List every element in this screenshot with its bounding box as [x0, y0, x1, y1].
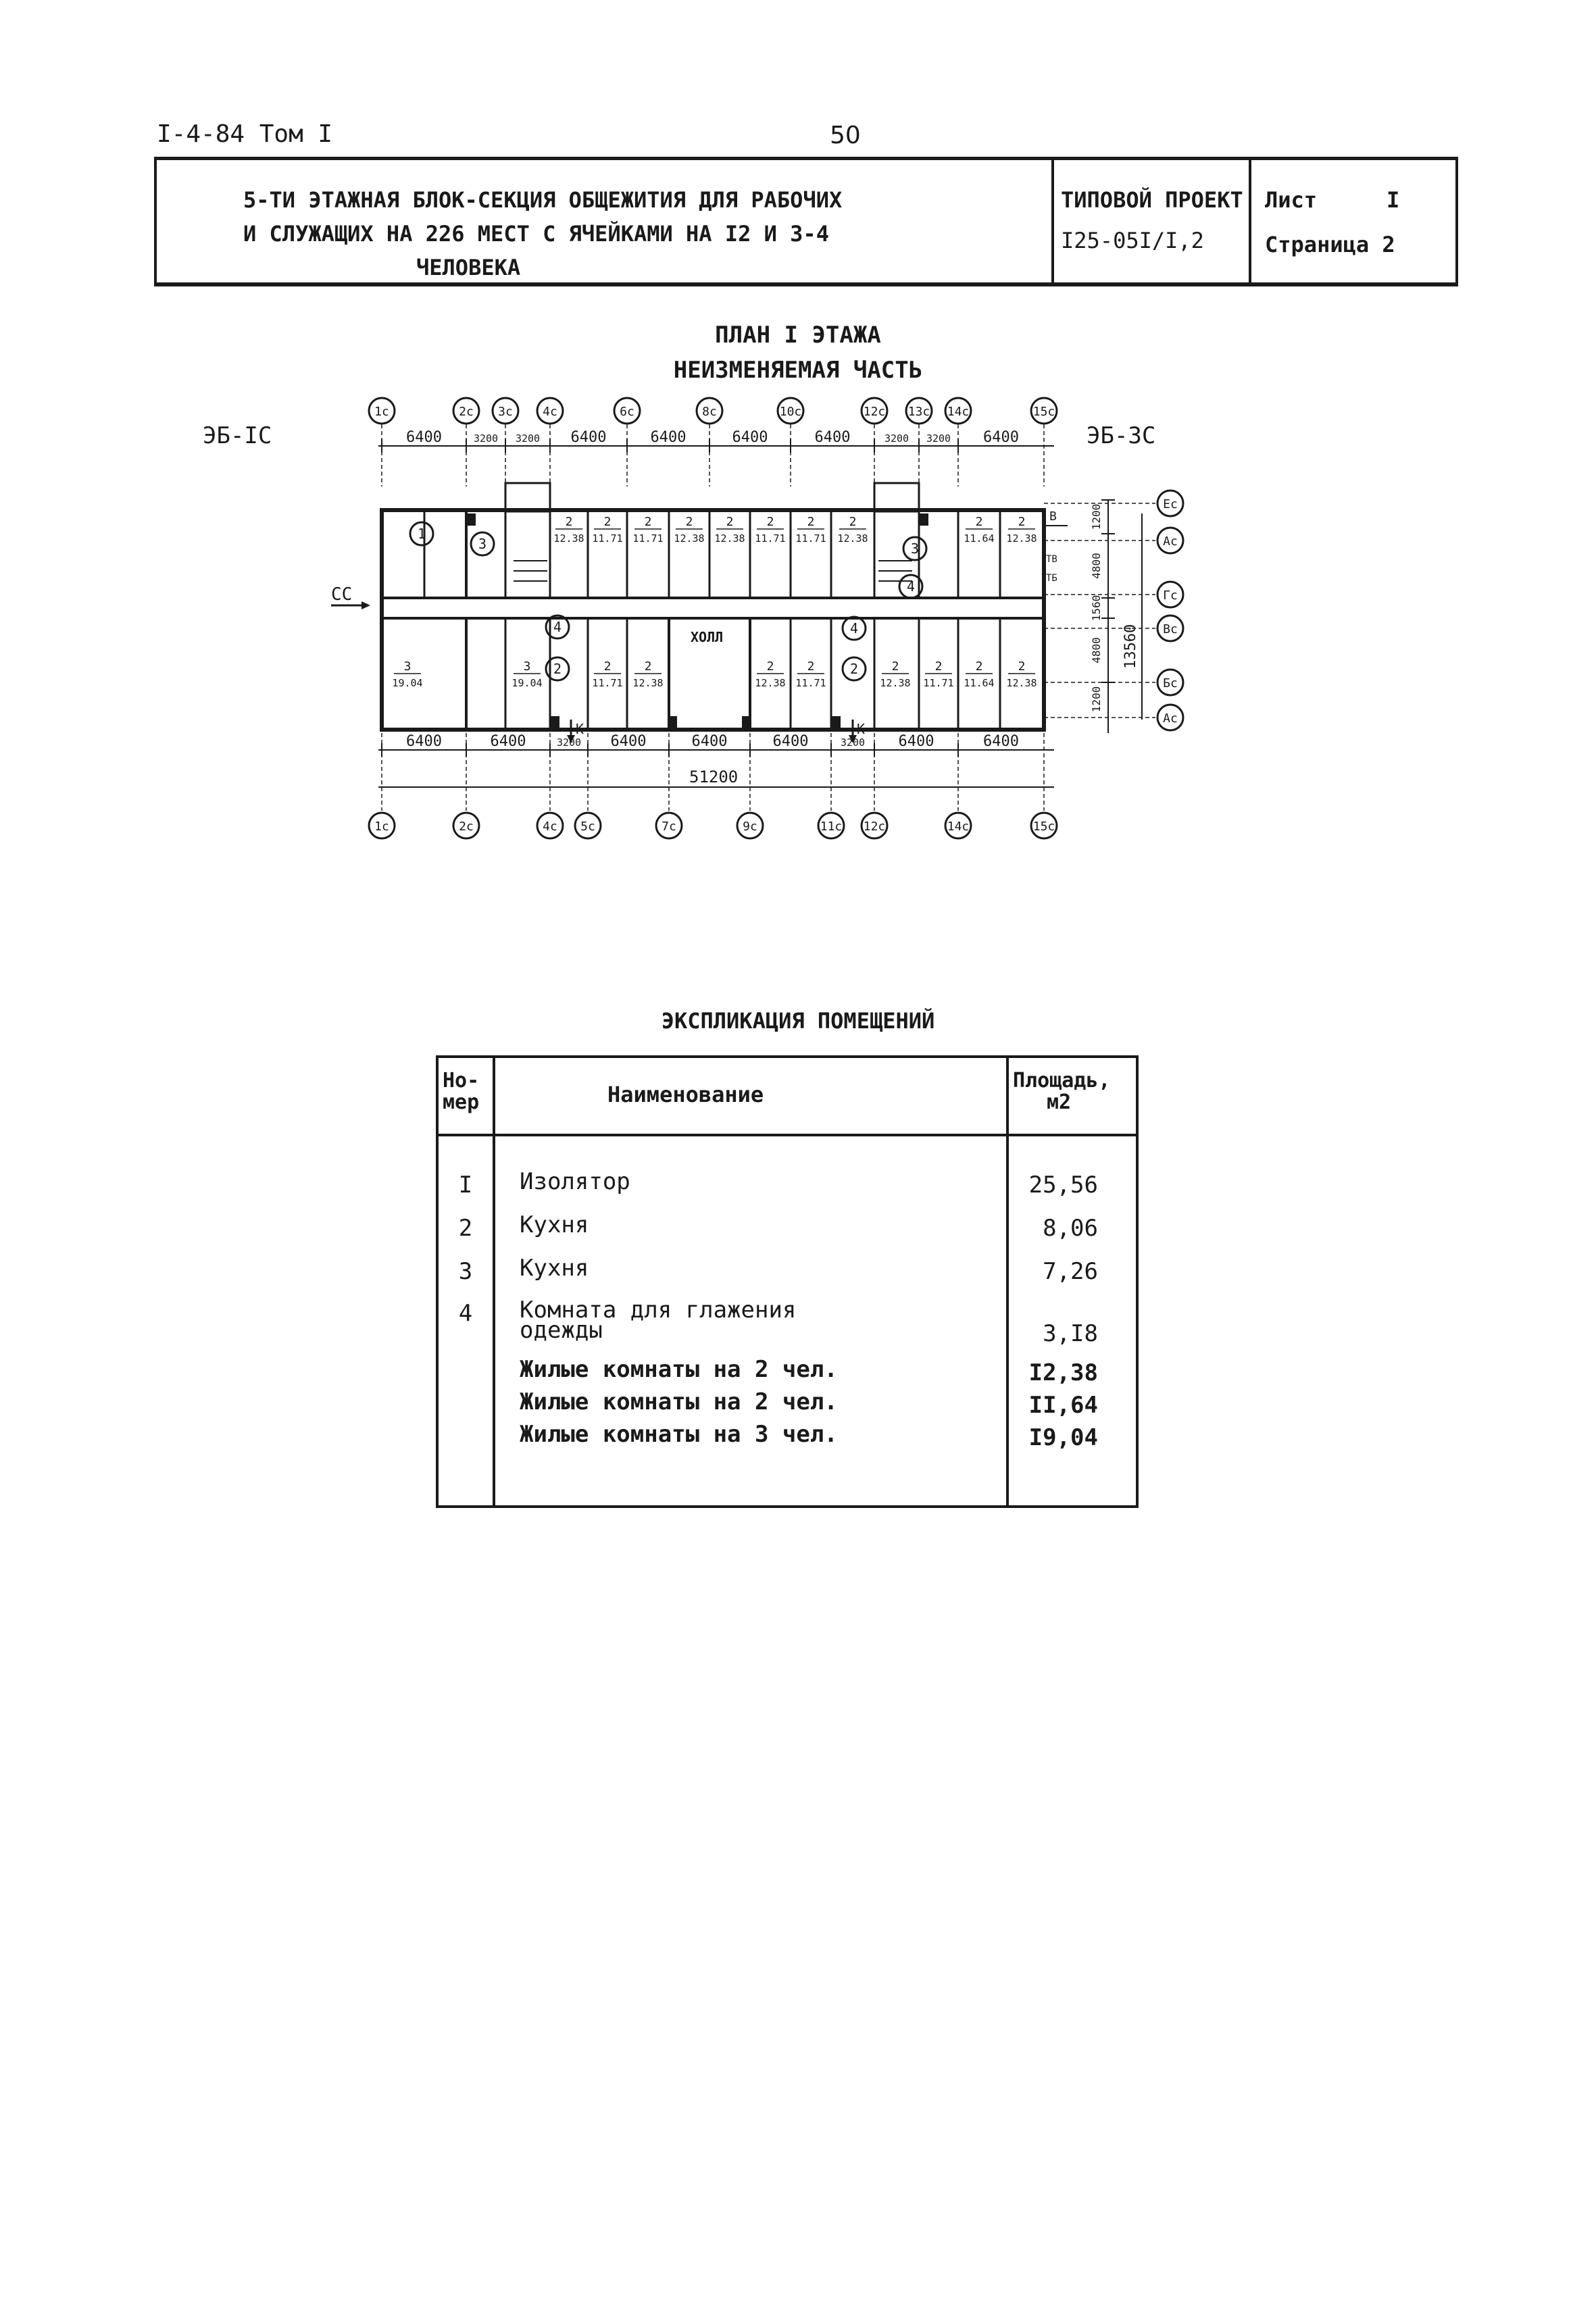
room-number-1: [410, 522, 433, 545]
row-name: Комната для глажения одежды: [520, 1297, 797, 1344]
svg-text:2: 2: [766, 515, 774, 529]
svg-text:14c: 14c: [947, 405, 970, 419]
floor-plan-drawing: [0, 378, 1596, 892]
svg-text:1: 1: [417, 526, 426, 542]
room-label: [755, 515, 785, 545]
room-label: [392, 659, 422, 689]
svg-text:2: 2: [1018, 515, 1026, 529]
title-line-1: 5-ТИ ЭТАЖНАЯ БЛОК-СЕКЦИЯ ОБЩЕЖИТИЯ ДЛЯ РАБОЧИХ: [243, 187, 843, 213]
svg-text:4: 4: [553, 619, 562, 635]
room-label: [923, 659, 953, 689]
header-number-line2: мер: [443, 1090, 480, 1114]
bottom-axis-1c: [369, 813, 395, 838]
svg-text:2: 2: [807, 515, 815, 529]
project-cell: [1054, 160, 1251, 282]
room-label: [512, 659, 542, 689]
row-name: Жилые комнаты на 2 чел.: [520, 1356, 838, 1383]
building-outline: [382, 483, 1044, 730]
room-label: [1006, 659, 1037, 689]
row-name: Кухня: [520, 1255, 589, 1282]
row-name: Жилые комнаты на 2 чел.: [520, 1388, 838, 1415]
plan-subtitle: НЕИЗМЕНЯЕМАЯ ЧАСТЬ: [673, 357, 923, 384]
room-number-3: [903, 537, 926, 560]
top-axis-12c: [862, 398, 887, 424]
svg-text:2: 2: [849, 515, 857, 529]
bottom-axis-5c: [575, 813, 601, 838]
row-name: Жилые комнаты на 3 чел.: [520, 1421, 838, 1448]
right-axis-Гc-2: [1157, 582, 1183, 607]
svg-text:2: 2: [553, 661, 562, 677]
svg-text:ТВ: ТВ: [1046, 554, 1057, 565]
top-dim-7: 3200: [884, 432, 909, 445]
svg-text:2c: 2c: [459, 820, 474, 834]
bottom-dim-5: 6400: [772, 733, 809, 750]
svg-text:ТБ: ТБ: [1046, 573, 1057, 584]
row-name: Кухня: [520, 1211, 589, 1238]
right-dimensions: [1090, 500, 1115, 712]
room-label: [964, 659, 994, 689]
sheet-label: Лист: [1265, 187, 1318, 213]
room-label: [592, 515, 622, 545]
right-axis-markers: [1044, 491, 1183, 730]
room-label: [553, 515, 584, 545]
page-label: Страница 2: [1265, 232, 1395, 257]
row-number: I: [458, 1172, 473, 1199]
right-dim-0: 1200: [1090, 503, 1103, 530]
left-section-label: ЭБ-IС: [203, 422, 272, 449]
plan-title: ПЛАН I ЭТАЖА: [715, 322, 881, 349]
top-axis-15c: [1031, 398, 1057, 424]
right-axis-Ac-1: [1157, 528, 1183, 553]
hall-label: ХОЛЛ: [691, 629, 724, 645]
room-number-4: [843, 617, 866, 640]
svg-text:12.38: 12.38: [714, 532, 745, 545]
svg-text:11.71: 11.71: [592, 677, 623, 689]
svg-text:5c: 5c: [580, 820, 595, 834]
svg-text:7c: 7c: [662, 820, 676, 834]
row-name: Изолятор: [520, 1168, 630, 1195]
top-dim-9: 6400: [983, 429, 1019, 446]
top-dim-1: 3200: [473, 432, 499, 445]
svg-text:8c: 8c: [702, 405, 717, 419]
right-axis-Вc-3: [1157, 615, 1183, 641]
svg-text:2: 2: [644, 659, 652, 674]
row-area: 7,26: [1043, 1258, 1098, 1285]
wall-solids: [466, 513, 928, 730]
row-area: 3,I8: [1043, 1320, 1098, 1347]
room-label: [632, 659, 663, 689]
bottom-axis-2c: [453, 813, 479, 838]
row-area: 25,56: [1028, 1172, 1098, 1199]
bottom-axis-11c: [818, 813, 844, 838]
room-number-2: [843, 657, 866, 680]
svg-text:12c: 12c: [863, 405, 886, 419]
svg-text:3c: 3c: [498, 405, 513, 419]
room-label: [632, 515, 663, 545]
svg-text:11.71: 11.71: [592, 532, 623, 545]
svg-text:1c: 1c: [374, 405, 389, 419]
entrance-mark-right: К: [857, 721, 866, 737]
sheet-value: I: [1387, 187, 1400, 213]
svg-text:4c: 4c: [543, 405, 557, 419]
svg-text:2: 2: [766, 659, 774, 674]
page-number: 50: [830, 122, 861, 149]
room-label: [837, 515, 868, 545]
svg-text:3: 3: [478, 536, 487, 552]
top-dim-6: 6400: [814, 429, 851, 446]
svg-text:6c: 6c: [620, 405, 634, 419]
svg-text:2: 2: [603, 659, 612, 674]
svg-text:11.71: 11.71: [632, 532, 664, 545]
bottom-dim-4: 6400: [691, 733, 728, 750]
top-axis-4c: [537, 398, 563, 424]
project-label: ТИПОВОЙ ПРОЕКТ: [1061, 187, 1243, 213]
right-dim-4: 1200: [1090, 686, 1103, 713]
top-dim-4: 6400: [650, 429, 687, 446]
svg-text:15c: 15c: [1032, 405, 1055, 419]
bottom-axis-12c: [862, 813, 887, 838]
svg-text:3: 3: [910, 540, 920, 557]
room-label: [674, 515, 704, 545]
svg-text:15c: 15c: [1032, 820, 1055, 834]
row-area: I2,38: [1028, 1359, 1098, 1386]
svg-text:12.38: 12.38: [553, 532, 584, 545]
room-number-3: [471, 532, 494, 555]
svg-text:2: 2: [685, 515, 693, 529]
svg-text:4: 4: [849, 620, 859, 636]
bottom-dim-6: 3200: [840, 736, 866, 749]
svg-text:Гc: Гc: [1163, 588, 1178, 603]
document-reference: I-4-84 Том I: [157, 120, 333, 148]
header-name: Наименование: [607, 1082, 764, 1107]
room-label: [880, 659, 910, 689]
bottom-dim-2: 3200: [556, 736, 582, 749]
svg-text:11.64: 11.64: [964, 532, 995, 545]
svg-text:11.71: 11.71: [795, 532, 826, 545]
row-area: II,64: [1028, 1392, 1098, 1419]
svg-text:11.71: 11.71: [923, 677, 954, 689]
room-label: [964, 515, 994, 545]
right-dim-2: 1560: [1090, 595, 1103, 622]
top-axis-3c: [493, 398, 518, 424]
right-axis-Ec-0: [1157, 491, 1183, 516]
svg-text:2: 2: [849, 661, 859, 677]
room-label: [755, 659, 785, 689]
svg-text:Ac: Ac: [1163, 534, 1178, 549]
svg-text:3: 3: [403, 659, 412, 674]
title-cell: [157, 160, 1054, 282]
right-section-label: ЭБ-3С: [1087, 422, 1156, 449]
top-axis-1c: [369, 398, 395, 424]
total-length: 51200: [689, 768, 739, 786]
svg-text:13c: 13c: [907, 405, 930, 419]
svg-text:12.38: 12.38: [837, 532, 868, 545]
top-axis-2c: [453, 398, 479, 424]
svg-text:2: 2: [565, 515, 573, 529]
svg-text:10c: 10c: [779, 405, 802, 419]
title-block: [154, 157, 1458, 286]
bottom-axis-15c: [1031, 813, 1057, 838]
svg-text:4c: 4c: [543, 820, 557, 834]
svg-text:B: B: [1049, 509, 1057, 524]
svg-text:12.38: 12.38: [1006, 677, 1037, 689]
right-axis-Ac-5: [1157, 705, 1183, 730]
svg-text:Вc: Вc: [1163, 622, 1178, 636]
top-axis-14c: [945, 398, 971, 424]
right-marks: [1046, 509, 1068, 584]
bottom-axis-7c: [656, 813, 682, 838]
right-dim-1: 4800: [1090, 553, 1103, 579]
bottom-dim-7: 6400: [898, 733, 934, 750]
top-axis-10c: [778, 398, 803, 424]
right-axis-Бc-4: [1157, 670, 1183, 695]
svg-text:12.38: 12.38: [880, 677, 911, 689]
right-dim-3: 4800: [1090, 637, 1103, 663]
room-label: [1006, 515, 1037, 545]
row-number: 3: [458, 1258, 473, 1285]
svg-text:2: 2: [975, 659, 983, 674]
top-axis-8c: [697, 398, 722, 424]
top-axis-13c: [906, 398, 932, 424]
svg-text:2: 2: [644, 515, 652, 529]
top-dimensions: [382, 429, 1019, 453]
bottom-room-labels: [392, 659, 1037, 689]
room-label: [592, 659, 622, 689]
svg-text:2: 2: [807, 659, 815, 674]
svg-text:19.04: 19.04: [392, 677, 423, 689]
project-number: I25-05I/I,2: [1061, 228, 1204, 253]
svg-text:12c: 12c: [863, 820, 886, 834]
title-line-3: ЧЕЛОВЕКА: [416, 255, 521, 280]
title-line-2: И СЛУЖАЩИХ НА 226 МЕСТ С ЯЧЕЙКАМИ НА I2 И 3-4: [243, 221, 829, 247]
svg-text:Ec: Ec: [1163, 497, 1178, 511]
sheet-cell: [1251, 160, 1455, 282]
svg-text:2c: 2c: [459, 405, 474, 419]
svg-text:2: 2: [975, 515, 983, 529]
bottom-dim-1: 6400: [490, 733, 526, 750]
svg-text:12.38: 12.38: [755, 677, 786, 689]
top-dim-8: 3200: [926, 432, 951, 445]
svg-text:14c: 14c: [947, 820, 970, 834]
svg-text:2: 2: [934, 659, 943, 674]
top-axis-6c: [614, 398, 640, 424]
top-dim-3: 6400: [570, 429, 607, 446]
svg-text:12.38: 12.38: [674, 532, 705, 545]
svg-text:Ac: Ac: [1163, 711, 1178, 726]
svg-text:11.64: 11.64: [964, 677, 995, 689]
svg-text:2: 2: [726, 515, 734, 529]
bottom-axis-4c: [537, 813, 563, 838]
svg-text:Бc: Бc: [1163, 676, 1178, 690]
row-number: 4: [458, 1300, 473, 1327]
svg-text:12.38: 12.38: [632, 677, 664, 689]
header-area-line2: м2: [1047, 1090, 1072, 1114]
row-area: I9,04: [1028, 1424, 1098, 1451]
bottom-axis-14c: [945, 813, 971, 838]
top-dim-0: 6400: [406, 429, 442, 446]
svg-text:3: 3: [523, 659, 531, 674]
explication-table: [436, 1055, 1139, 1508]
top-axis-markers: [369, 398, 1057, 486]
bottom-dim-8: 6400: [983, 733, 1019, 750]
bottom-axis-9c: [737, 813, 763, 838]
room-label: [795, 515, 826, 545]
row-area: 8,06: [1043, 1215, 1098, 1242]
bottom-dimensions: [382, 733, 1019, 757]
entrance-mark-left: К: [576, 721, 584, 737]
svg-text:1c: 1c: [374, 820, 389, 834]
bottom-dim-0: 6400: [406, 733, 442, 750]
section-mark: СС: [331, 584, 353, 605]
svg-text:12.38: 12.38: [1006, 532, 1037, 545]
svg-text:11.71: 11.71: [755, 532, 786, 545]
svg-text:11.71: 11.71: [795, 677, 826, 689]
top-dim-2: 3200: [515, 432, 541, 445]
header-area-line1: Площадь,: [1013, 1069, 1111, 1092]
top-dim-5: 6400: [732, 429, 768, 446]
room-label: [714, 515, 745, 545]
header-number-line1: Но-: [443, 1069, 480, 1092]
svg-text:2: 2: [603, 515, 612, 529]
svg-text:2: 2: [891, 659, 899, 674]
total-depth: 13560: [1122, 624, 1139, 669]
svg-text:11c: 11c: [820, 820, 843, 834]
svg-text:2: 2: [1018, 659, 1026, 674]
svg-text:4: 4: [906, 578, 916, 595]
row-number: 2: [458, 1215, 473, 1242]
bottom-dim-3: 6400: [610, 733, 647, 750]
room-label: [795, 659, 826, 689]
svg-text:9c: 9c: [743, 820, 757, 834]
explication-title: ЭКСПЛИКАЦИЯ ПОМЕЩЕНИЙ: [661, 1008, 935, 1034]
svg-text:19.04: 19.04: [512, 677, 543, 689]
